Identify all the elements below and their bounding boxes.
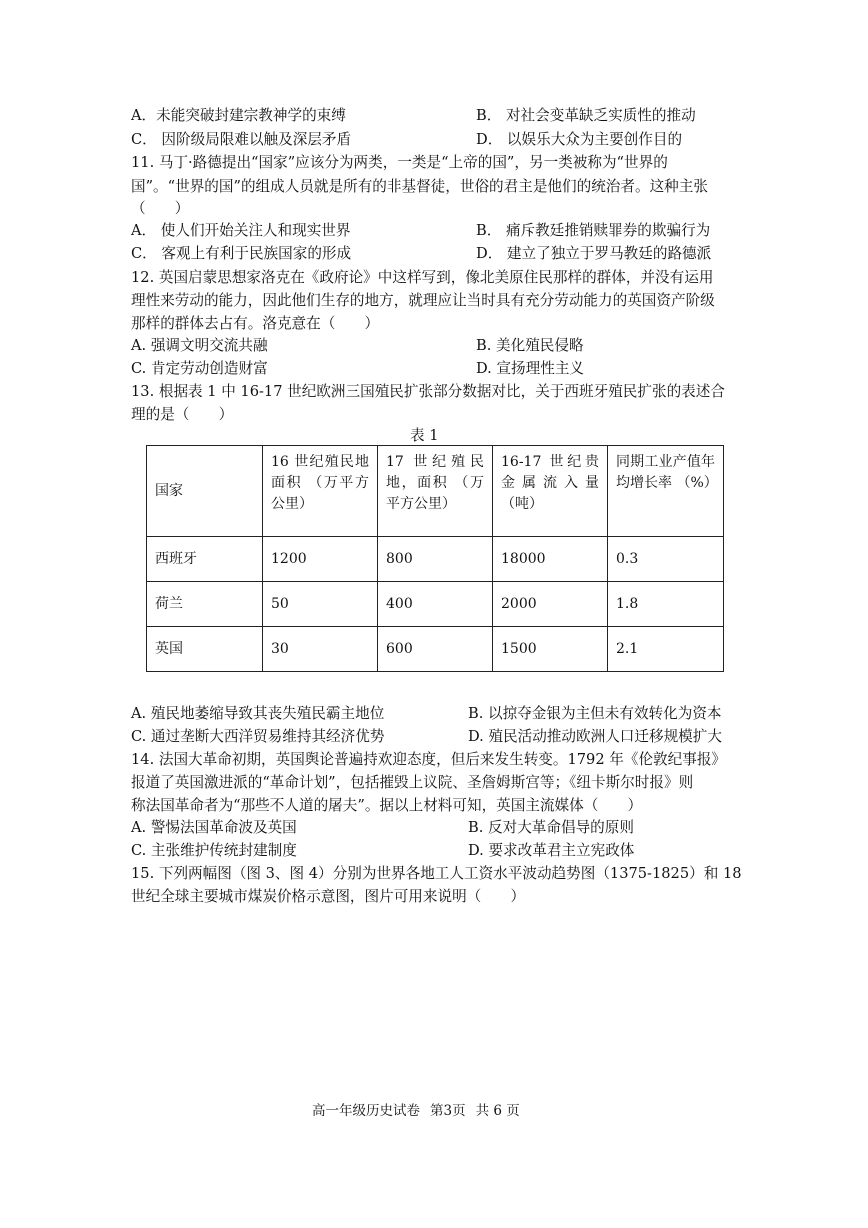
q12-stem-line2: 理性来劳动的能力，因此他们生存的地方，就理应让当时具有充分劳动能力的英国资产阶级	[131, 292, 715, 309]
page-footer	[312, 1099, 530, 1119]
q12-option-c: C. 肯定劳动创造财富	[131, 360, 268, 377]
table-cell: 英国	[147, 627, 263, 672]
q13-option-a: A. 殖民地萎缩导致其丧失殖民霸主地位	[131, 705, 385, 722]
q11-option-b: B． 痛斥教廷推销赎罪券的欺骗行为	[476, 222, 711, 239]
colonial-expansion-table	[146, 445, 724, 672]
table-header-cell: 16 世纪殖民地面积 （万平方公里）	[263, 446, 378, 537]
table-cell: 1200	[263, 537, 378, 582]
table-header-cell: 国家	[147, 446, 263, 537]
footer-total-pages: 共 6 页	[475, 1103, 520, 1119]
q12-option-a: A. 强调文明交流共融	[131, 337, 268, 354]
table-cell: 30	[263, 627, 378, 672]
q11-stem-line3: （ ）	[131, 200, 190, 217]
q10-option-c: C． 因阶级局限难以触及深层矛盾	[131, 131, 352, 148]
table-cell: 2.1	[608, 627, 724, 672]
table-header-cell: 16-17 世纪贵金属流入量 （吨）	[493, 446, 608, 537]
table-caption: 表 1	[410, 427, 439, 444]
q15-stem-line1: 15. 下列两幅图（图 3、图 4）分别为世界各地工人工资水平波动趋势图（1375-1825）和 18	[131, 865, 742, 882]
q15-stem-line2: 世纪全球主要城市煤炭价格示意图，图片可用来说明（ ）	[131, 888, 526, 905]
q12-stem-line3: 那样的群体去占有。洛克意在（ ）	[131, 315, 380, 332]
q11-option-c: C． 客观上有利于民族国家的形成	[131, 245, 352, 262]
q13-stem-line1: 13. 根据表 1 中 16-17 世纪欧洲三国殖民扩张部分数据对比，关于西班牙殖民扩张的表述合	[131, 383, 725, 400]
table-cell: 400	[378, 582, 493, 627]
q14-option-b: B. 反对大革命倡导的原则	[468, 819, 634, 836]
q13-option-b: B. 以掠夺金银为主但未有效转化为资本	[468, 705, 722, 722]
table-cell: 18000	[493, 537, 608, 582]
table-row	[147, 582, 724, 627]
q14-stem-line2: 报道了英国激进派的“革命计划”，包括摧毁上议院、圣詹姆斯宫等；《纽卡斯尔时报》则	[131, 774, 694, 791]
table-header-cell: 同期工业产值年均增长率 （%）	[608, 446, 724, 537]
q12-option-d: D. 宣扬理性主义	[476, 360, 585, 377]
table-cell: 800	[378, 537, 493, 582]
table-cell: 荷兰	[147, 582, 263, 627]
q11-stem-line1: 11. 马丁·路德提出“国家”应该分为两类，一类是“上帝的国”，另一类被称为“世界的	[131, 154, 668, 171]
q14-stem-line1: 14. 法国大革命初期，英国舆论普遍持欢迎态度，但后来发生转变。1792 年《伦敦纪事报》	[131, 751, 727, 768]
q14-stem-line3: 称法国革命者为“那些不人道的屠夫”。据以上材料可知，英国主流媒体（ ）	[131, 797, 643, 814]
table-row	[147, 627, 724, 672]
q10-option-b: B． 对社会变革缺乏实质性的推动	[476, 107, 696, 124]
q10-option-a: A．未能突破封建宗教神学的束缚	[131, 107, 346, 124]
q14-option-a: A. 警惕法国革命波及英国	[131, 819, 297, 836]
table-header-cell: 17 世纪殖民地，面积 （万平方公里）	[378, 446, 493, 537]
table-cell: 1500	[493, 627, 608, 672]
table-cell: 西班牙	[147, 537, 263, 582]
q14-option-d: D. 要求改革君主立宪政体	[468, 842, 635, 859]
table-header-row	[147, 446, 724, 537]
footer-page-number: 第3页	[430, 1103, 466, 1119]
q11-option-a: A． 使人们开始关注人和现实世界	[131, 222, 351, 239]
q12-stem-line1: 12. 英国启蒙思想家洛克在《政府论》中这样写到，像北美原住民那样的群体，并没有运用	[131, 269, 714, 286]
q10-option-d: D． 以娱乐大众为主要创作目的	[476, 131, 683, 148]
table-cell: 0.3	[608, 537, 724, 582]
q11-option-d: D． 建立了独立于罗马教廷的路德派	[476, 245, 712, 262]
footer-exam-title: 高一年级历史试卷	[312, 1103, 420, 1119]
q11-stem-line2: 国”。“世界的国”的组成人员就是所有的非基督徒，世俗的君主是他们的统治者。这种主张	[131, 178, 708, 195]
q13-stem-line2: 理的是（ ）	[131, 406, 234, 423]
q13-option-c: C. 通过垄断大西洋贸易维持其经济优势	[131, 728, 385, 745]
table-row	[147, 537, 724, 582]
q14-option-c: C. 主张维护传统封建制度	[131, 842, 297, 859]
table-cell: 1.8	[608, 582, 724, 627]
table-cell: 2000	[493, 582, 608, 627]
table-cell: 50	[263, 582, 378, 627]
table-cell: 600	[378, 627, 493, 672]
q12-option-b: B. 美化殖民侵略	[476, 337, 584, 354]
q13-option-d: D. 殖民活动推动欧洲人口迁移规模扩大	[468, 728, 722, 745]
